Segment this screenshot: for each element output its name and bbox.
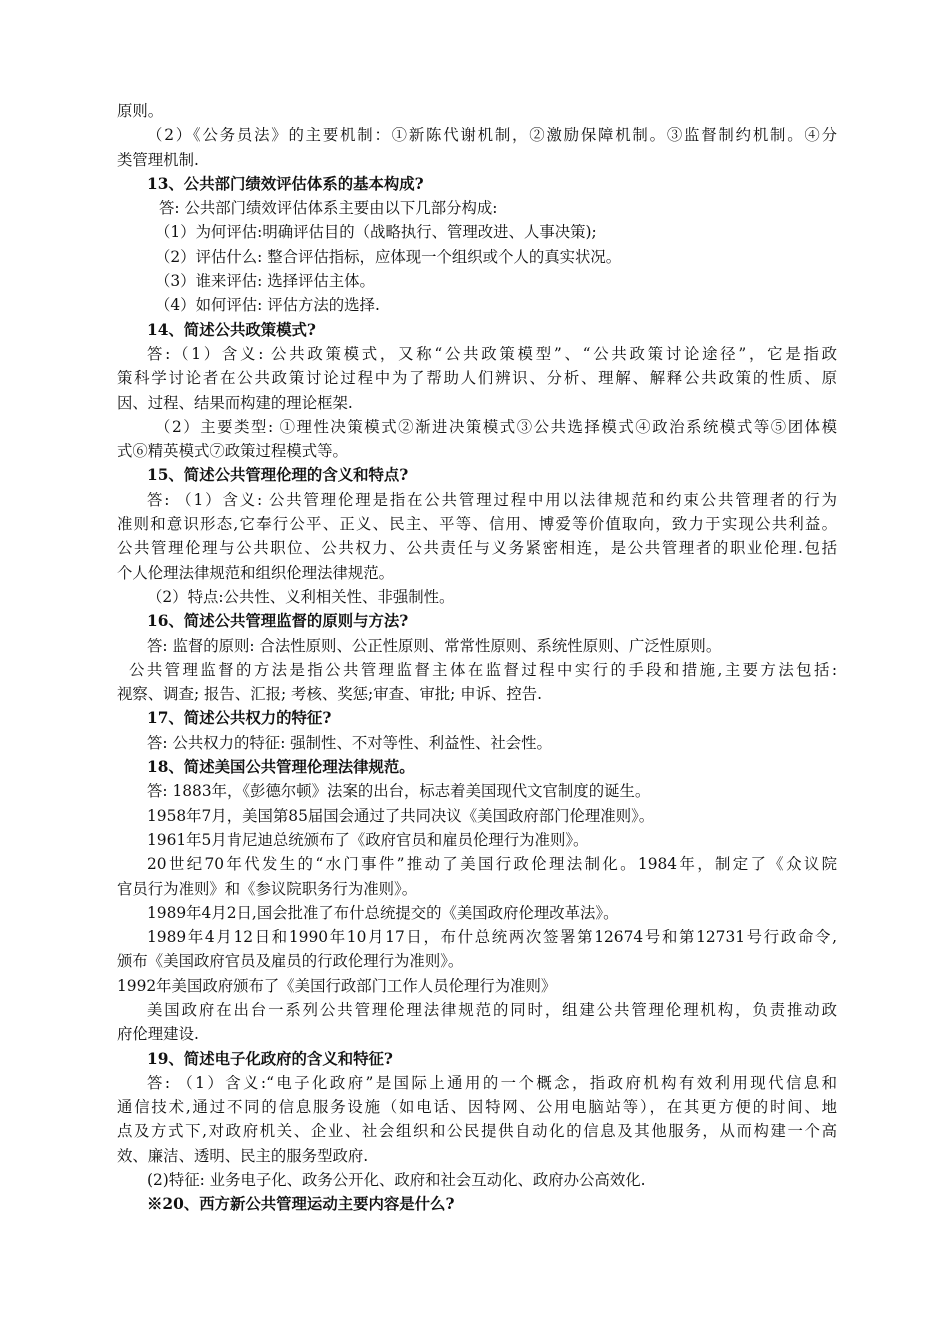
text-line: 通信技术,通过不同的信息服务设施（如电话、因特网、公用电脑站等），在其更方便的时间、地 (117, 1098, 837, 1117)
text-line: （2）主要类型: ①理性决策模式②渐进决策模式③公共选择模式④政治系统模式等⑤团体模 (155, 417, 837, 436)
text-line: 答: 监督的原则: 合法性原则、公正性原则、常常性原则、系统性原则、广泛性原则。 (147, 636, 722, 655)
text-line: （3）谁来评估: 选择评估主体。 (155, 272, 375, 291)
question-heading: 15、简述公共管理伦理的含义和特点? (147, 466, 409, 485)
text-line: 1961年5月肯尼迪总统颁布了《政府官员和雇员伦理行为准则》。 (147, 830, 589, 849)
question-heading: ※20、西方新公共管理运动主要内容是什么? (147, 1195, 455, 1214)
text-line: 点及方式下,对政府机关、企业、社会组织和公民提供自动化的信息及其他服务，从而构建一个高 (117, 1122, 837, 1141)
text-line: 原则。 (117, 102, 164, 120)
text-line: 20世纪70年代发生的“水门事件”推动了美国行政伦理法制化。1984年，制定了《众议院 (147, 855, 837, 874)
text-line: (2)特征: 业务电子化、政务公开化、政府和社会互动化、政府办公高效化. (147, 1171, 646, 1190)
question-heading: 19、简述电子化政府的含义和特征? (147, 1049, 393, 1068)
text-line: 1989年4月2日,国会批准了布什总统提交的《美国政府伦理改革法》。 (147, 903, 619, 922)
text-line: 答: （1）含义: 公共管理伦理是指在公共管理过程中用以法律规范和约束公共管理者的行为 (147, 490, 837, 509)
text-line: 1989年4月12日和1990年10月17日，布什总统两次签署第12674号和第12731号行政命令, (147, 928, 837, 947)
text-line: （4）如何评估: 评估方法的选择. (155, 296, 380, 315)
text-line: （2）评估什么: 整合评估指标，应体现一个组织或个人的真实状况。 (155, 247, 622, 266)
question-heading: 18、简述美国公共管理伦理法律规范。 (147, 758, 415, 777)
question-heading: 16、简述公共管理监督的原则与方法? (147, 612, 409, 631)
text-line: （2）特点:公共性、义利相关性、非强制性。 (147, 587, 455, 606)
text-line: 府伦理建设. (117, 1025, 199, 1044)
document-body (117, 99, 837, 1217)
text-line: 1992年美国政府颁布了《美国行政部门工作人员伦理行为准则》 (117, 976, 557, 995)
question-heading: 14、简述公共政策模式? (147, 320, 316, 339)
text-line: 准则和意识形态,它奉行公平、正义、民主、平等、信用、博爱等价值取向，致力于实现公共利益。 (117, 515, 837, 534)
question-heading: 17、简述公共权力的特征? (147, 709, 332, 728)
text-line: 个人伦理法律规范和组织伦理法律规范。 (117, 563, 395, 582)
text-line: 答: 公共权力的特征: 强制性、不对等性、利益性、社会性。 (147, 733, 552, 752)
text-line: 美国政府在出台一系列公共管理伦理法律规范的同时，组建公共管理伦理机构，负责推动政 (147, 1000, 837, 1019)
text-line: 式⑥精英模式⑦政策过程模式等。 (117, 442, 348, 461)
text-line: （1）为何评估:明确评估目的（战略执行、管理改进、人事决策); (155, 223, 597, 242)
text-line: 因、过程、结果而构建的理论框架. (117, 393, 353, 412)
text-line: （2）《公务员法》的主要机制：①新陈代谢机制，②激励保障机制。③监督制约机制。④分 (147, 126, 837, 145)
text-line: 策科学讨论者在公共政策讨论过程中为了帮助人们辨识、分析、理解、解释公共政策的性质、原 (117, 369, 837, 388)
text-line: 类管理机制. (117, 150, 199, 169)
text-line: 1958年7月，美国第85届国会通过了共同决议《美国政府部门伦理准则》。 (147, 806, 655, 825)
text-line: 答: （1）含义:“电子化政府”是国际上通用的一个概念，指政府机构有效利用现代信息和 (147, 1073, 837, 1092)
text-line: 效、廉洁、透明、民主的服务型政府. (117, 1146, 369, 1165)
text-line: 公共管理监督的方法是指公共管理监督主体在监督过程中实行的手段和措施,主要方法包括: (129, 660, 838, 679)
text-line: 公共管理伦理与公共职位、公共权力、公共责任与义务紧密相连，是公共管理者的职业伦理.包括 (117, 539, 837, 558)
text-line: 答:（1）含义: 公共政策模式，又称“公共政策模型”、“公共政策讨论途径”，它是指政 (147, 344, 837, 363)
text-line: 官员行为准则》和《参议院职务行为准则》。 (117, 879, 418, 898)
text-line: 答: 1883年，《彭德尔顿》法案的出台，标志着美国现代文官制度的诞生。 (147, 782, 651, 801)
text-line: 视察、调查; 报告、汇报; 考核、奖惩;审查、审批; 申诉、控告. (117, 685, 543, 704)
question-heading: 13、公共部门绩效评估体系的基本构成? (147, 174, 424, 193)
text-line: 答: 公共部门绩效评估体系主要由以下几部分构成: (159, 199, 498, 218)
text-line: 颁布《美国政府官员及雇员的行政伦理行为准则》。 (117, 952, 464, 971)
